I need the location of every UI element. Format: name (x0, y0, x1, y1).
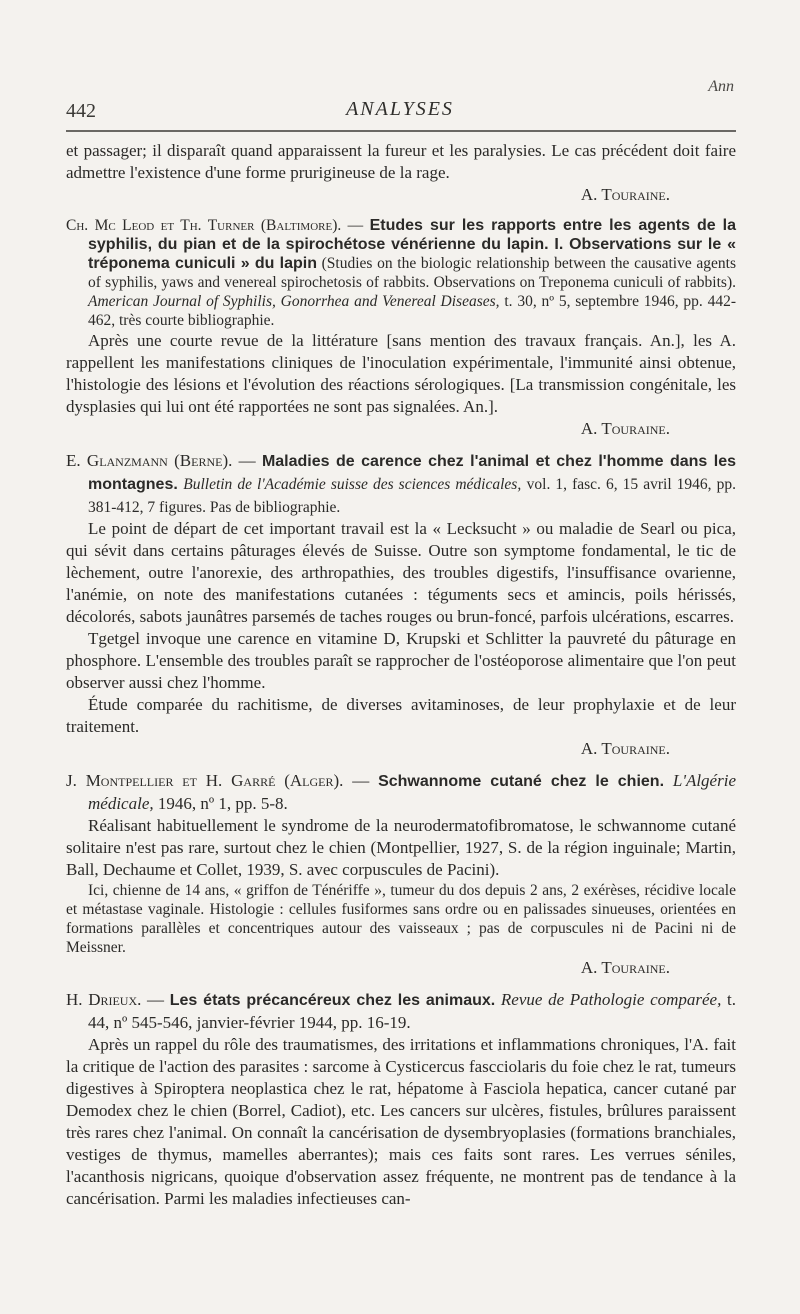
running-title: ANALYSES (346, 98, 454, 120)
header-corner-text: Ann (708, 78, 734, 95)
entry-reference: 1946, nº 1, pp. 5-8. (157, 794, 288, 813)
intro-signature: A. Touraine. (580, 185, 670, 204)
entry-drieux (66, 989, 736, 1210)
entry-paragraph: Le point de départ de cet important travail est la « Lecksucht » ou maladie de Searl ou pica, qui sévit dans certains pâturages élevés de Suisse. Outre son symptome fondamental, le tic de lèchement, outre l'anorexie, des arthropathies, des troubles digestifs, l'insuffisance ovarienne, l'anémie, on note des manifestations cutanées : téguments secs et amincis, poils hérissés, décolorés, sabots jaunâtres parsemés de taches rouges ou brun-foncé, parfois ulcérations, escarres. (66, 519, 736, 626)
article-content (66, 140, 736, 1210)
entry-signature: A. Touraine. (580, 958, 670, 977)
entry-glanzmann (66, 450, 736, 760)
entry-body: Après un rappel du rôle des traumatismes, des irritations et inflammations chroniques, l'A. fait la critique de l'action des parasites : sarcome à Cysticercus fascciolaris du foie chez le rat, tumeurs digestives à Spiroptera neoplastica chez le rat, hépatome à Fasciola hepatica, cancer cutané par Demodex chez le chien (Borrel, Cadiot), etc. Les cancers sur ulcères, fistules, brûlures paraissent très rares chez l'animal. On connaît la cancérisation de dysembryoplasies (formations branchiales, vestiges de thymus, mamelles aberrantes); mais ces faits sont rares. Les verrues séniles, l'acanthosis nigricans, quoique d'observation assez fréquente, ne montrent pas de tendance à la cancérisation. Parmi les maladies infectieuses can- (66, 1035, 736, 1208)
entry-title: Maladies de carence chez l'animal et chez l'homme dans les montagnes. (88, 453, 737, 493)
entry-journal: L'Algérie médicale, (88, 771, 736, 813)
entry-reference: t. 30, nº 5, septembre 1946, pp. 442-462, très courte bibliographie. (88, 293, 736, 329)
entry-reference: vol. 1, fasc. 6, 15 avril 1946, pp. 381-412, 7 figures. Pas de bibliographie. (88, 476, 736, 516)
entry-signature: A. Touraine. (580, 419, 670, 438)
entry-reference: t. 44, nº 545-546, janvier-février 1944, pp. 16-19. (88, 990, 736, 1032)
entry-title: Les états précancéreux chez les animaux. (169, 992, 496, 1009)
entry-body: Après une courte revue de la littérature [sans mention des travaux français. An.], les A. rappellent les manifestations cliniques de l'inoculation expérimentale, l'immunité ainsi obtenue, l'histologie des lésions et l'évolution des réactions sérologiques. [La transmission congénitale, les dysplasies qui lui ont été rapportées ne sont pas signalées. An.]. (66, 331, 736, 416)
entry-authors: J. Montpellier et H. Garré (Alger). — (66, 771, 370, 790)
entry-heading (66, 770, 736, 815)
entry-montpellier (66, 770, 736, 979)
entry-authors: H. Drieux. — (66, 990, 165, 1009)
entry-paragraph: Réalisant habituellement le syndrome de la neurodermatofibromatose, le schwannome cutané solitaire n'est pas rare, surtout chez le chien (Montpellier, 1927, S. de la région inguinale; Martin, Ball, Dechaume et Collet, 1939, S. avec corpuscules de Pacini). (66, 816, 736, 879)
entry-paragraph: Tgetgel invoque une carence en vitamine D, Krupski et Schlitter la pauvreté du pâturage en phosphore. L'ensemble des troubles paraît se rapprocher de l'ostéoporose alimentaire que l'on peut observer aussi chez l'homme. (66, 629, 736, 692)
entry-journal: American Journal of Syphilis, Gonorrhea and Venereal Diseases, (88, 293, 500, 310)
entry-subtitle: (Studies on the biologic relationship between the causative agents of syphilis, yaws and venereal spirochetosis of rabbits. Observations on Treponema cuniculi of rabbits). (88, 255, 737, 291)
entry-title: Etudes sur les rapports entre les agents de la syphilis, du pian et de la spirochétose vénérienne du lapin. I. Observations sur le « tréponema cuniculi » du lapin (88, 217, 736, 272)
entry-heading (66, 216, 736, 330)
page-number: 442 (66, 100, 96, 122)
entry-authors: Ch. Mc Leod et Th. Turner (Baltimore). — (66, 217, 364, 234)
entry-mcleod (66, 216, 736, 440)
entry-authors: E. Glanzmann (Berne). — (66, 451, 256, 470)
entry-signature: A. Touraine. (580, 739, 670, 758)
entry-journal: Bulletin de l'Académie suisse des sciences médicales, (183, 476, 522, 493)
entry-heading (66, 989, 736, 1034)
entry-paragraph: Ici, chienne de 14 ans, « griffon de Ténériffe », tumeur du dos depuis 2 ans, 2 exérèses, récidive locale et métastase vaginale. Histologie : cellules fusiformes sans ordre ou en palissades sinueuses, orientées en formations parallèles et concentriques autour des vaisseaux ; pas de corpuscules ni de Pacini ni de Meissner. (66, 882, 736, 956)
entry-heading (66, 450, 736, 518)
intro-paragraph: et passager; il disparaît quand apparaissent la fureur et les paralysies. Le cas précédent doit faire admettre l'existence d'une forme prurigineuse de la rage. (66, 141, 736, 182)
entry-paragraph: Étude comparée du rachitisme, de diverses avitaminoses, de leur prophylaxie et de leur traitement. (66, 695, 736, 736)
entry-journal: Revue de Pathologie comparée, (500, 990, 722, 1009)
entry-title: Schwannome cutané chez le chien. (378, 773, 665, 790)
header-rule (66, 130, 736, 132)
